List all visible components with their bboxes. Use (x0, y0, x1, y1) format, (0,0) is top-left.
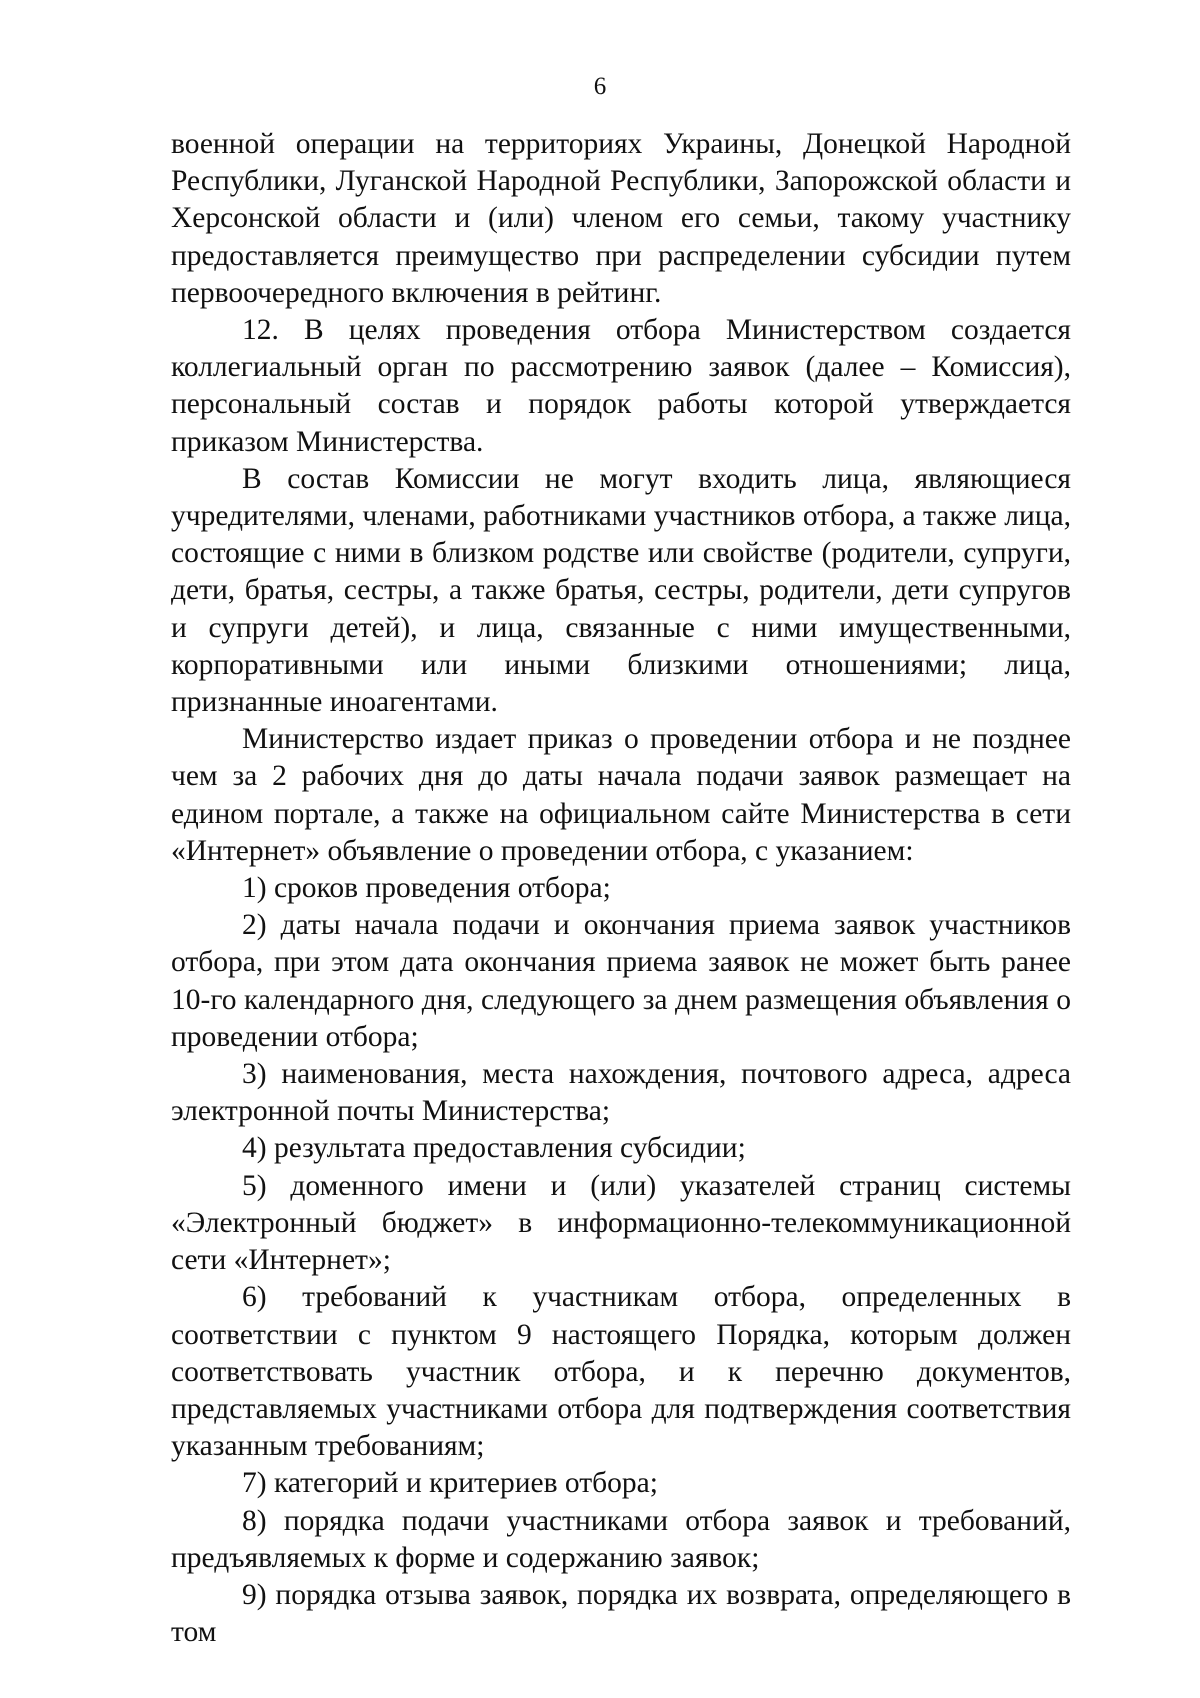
document-body (171, 126, 1071, 1651)
page-number: 6 (593, 73, 607, 100)
list-item: 2) даты начала подачи и окончания приема заявок участников отбора, при этом дата окончания приема заявок не может быть ранее 10-го календарного дня, следующего за днем размещения объявления о проведении отбора; (171, 909, 1071, 1053)
paragraph: 12. В целях проведения отбора Министерством создается коллегиальный орган по рассмотрению заявок (далее – Комиссия), персональный состав и порядок работы которой утверждается приказом Министерства. (171, 314, 1071, 458)
paragraph: Министерство издает приказ о проведении отбора и не позднее чем за 2 рабочих дня до даты начала подачи заявок размещает на едином портале, а также на официальном сайте Министерства в сети «Интернет» объявление о проведении отбора, с указанием: (171, 723, 1071, 867)
paragraph: В состав Комиссии не могут входить лица, являющиеся учредителями, членами, работниками участников отбора, а также лица, состоящие с ними в близком родстве или свойстве (родители, супруги, дети, братья, сестры, а также братья, сестры, родители, дети супругов и супруги детей), и лица, связанные с ними имущественными, корпоративными или иными близкими отношениями; лица, признанные иноагентами. (171, 462, 1071, 719)
list-item: 5) доменного имени и (или) указателей страниц системы «Электронный бюджет» в информационно-телекоммуникационной сети «Интернет»; (171, 1169, 1071, 1277)
list-item: 9) порядка отзыва заявок, порядка их возврата, определяющего в том (171, 1578, 1071, 1649)
list-item: 6) требований к участникам отбора, определенных в соответствии с пунктом 9 настоящего Порядка, которым должен соответствовать участник отбора, и к перечню документов, представляемых участниками отбора для подтверждения соответствия указанным требованиям; (171, 1281, 1071, 1463)
list-item: 3) наименования, места нахождения, почтового адреса, адреса электронной почты Министерства; (171, 1058, 1071, 1128)
paragraph: военной операции на территориях Украины, Донецкой Народной Республики, Луганской Народной Республики, Запорожской области и Херсонской области и (или) членом его семьи, такому участнику предоставляется преимущество при распределении субсидии путем первоочередного включения в рейтинг. (171, 128, 1071, 309)
list-item: 7) категорий и критериев отбора; (242, 1467, 658, 1500)
list-item: 1) сроков проведения отбора; (242, 872, 611, 905)
list-item: 4) результата предоставления субсидии; (242, 1132, 746, 1165)
list-item: 8) порядка подачи участниками отбора заявок и требований, предъявляемых к форме и содержанию заявок; (171, 1504, 1071, 1574)
